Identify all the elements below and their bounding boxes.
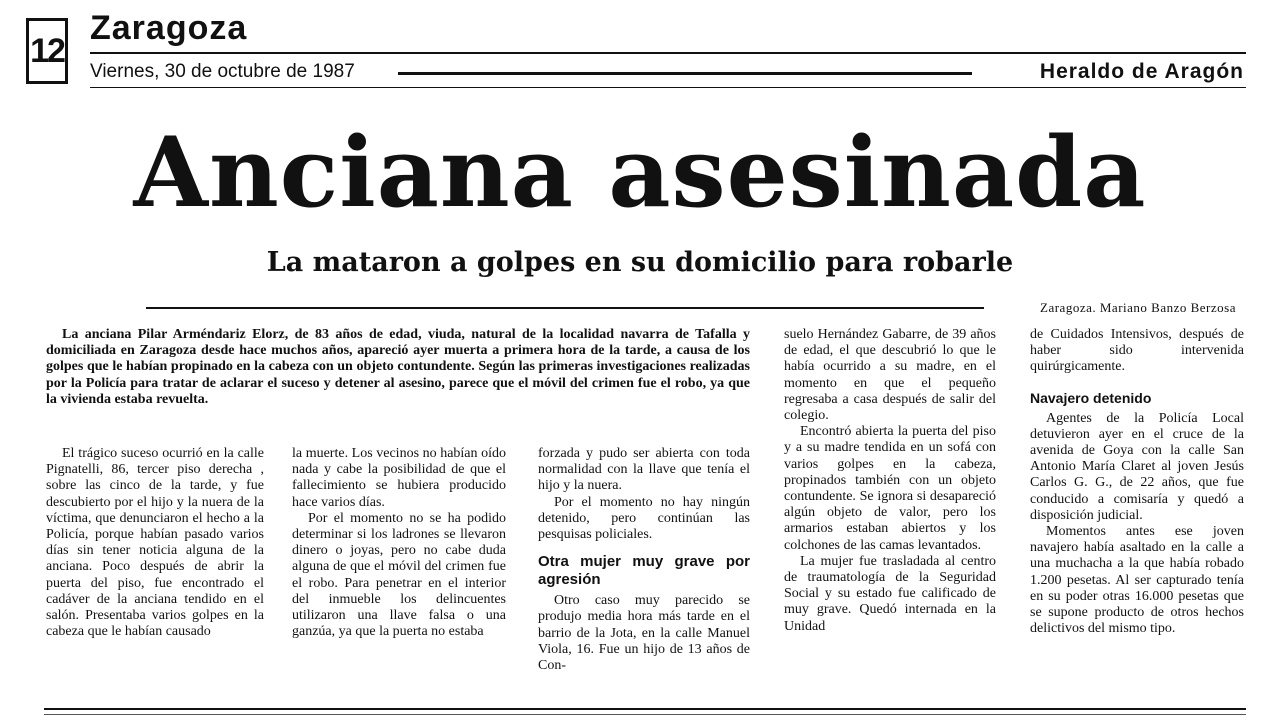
date-rule — [398, 72, 972, 75]
column-1 — [46, 446, 264, 640]
newspaper-name: Heraldo de Aragón — [1039, 60, 1244, 83]
paragraph: Por el momento no se ha podido determinar si los ladrones se llevaron dinero o joyas, pero no cabe duda alguna de que el móvil del crimen fue el robo. Para penetrar en el interior del inmueble los delincuentes utilizaron una llave falsa o una ganzúa, ya que la puerta no estaba — [292, 510, 506, 640]
page-bottom-rule — [44, 708, 1246, 710]
paragraph: Otro caso muy parecido se produjo media hora más tarde en el barrio de la Jota, en la calle Manuel Viola, 16. Fue un hijo de 13 años de Con- — [538, 593, 750, 674]
subheadline: La mataron a golpes en su domicilio para robarle — [266, 247, 1014, 278]
paragraph: suelo Hernández Gabarre, de 39 años de edad, el que descubrió lo que le había ocurrido a su madre, en el momento en que el pequeño regresaba a casa después de salir del colegio. — [784, 327, 996, 424]
paragraph: Agentes de la Policía Local detuvieron ayer en el cruce de la avenida de Goya con la calle San Antonio María Claret al joven Jesús Carlos G. G., de 22 años, que fue conducido a comisaría y quedó a disposición judicial. — [1030, 410, 1244, 523]
page-bottom-rule — [44, 714, 1246, 715]
lead-text: La anciana Pilar Arméndariz Elorz, de 83 años de edad, viuda, natural de la localidad navarra de Tafalla y domiciliada en Zaragoza desde hace muchos años, apareció ayer muerta a primera hora de la tarde, a causa de los golpes que le habían propinado en la cabeza con un objeto contundente. Según las primeras investigaciones realizadas por la Policía para tratar de aclarar el suceso y detener al asesino, parece que el móvil del crimen fue el robo, ya que la vivienda estaba revuelta. — [46, 327, 750, 407]
byline-rule — [146, 307, 984, 309]
column-2 — [292, 446, 506, 640]
section-subhead: Navajero detenido — [1030, 389, 1152, 406]
paragraph: El trágico suceso ocurrió en la calle Pignatelli, 86, tercer piso derecha , sobre las cinco de la tarde, y fue descubierto por el hijo y la nuera de la víctima, que denunciaron el hecho a la Policía, porque habían pasado varios días sin tener noticia alguna de la anciana. Poco después de abrir la puerta del piso, fue encontrado el cadáver de la anciana tendido en el salón. Presentaba varios golpes en la cabeza que le habían causado — [46, 446, 264, 640]
column-4 — [784, 327, 996, 635]
page-number: 12 — [26, 18, 68, 84]
column-5 — [1030, 327, 1244, 637]
paragraph: Por el momento no hay ningún detenido, pero continúan las pesquisas policiales. — [538, 494, 750, 543]
column-3 — [538, 446, 750, 674]
paragraph: forzada y pudo ser abierta con toda normalidad con la llave que tenía el hijo y la nuera. — [538, 446, 750, 494]
paragraph: Momentos antes ese joven navajero había asaltado en la calle a una muchacha a la que había robado 1.200 pesetas. Al ser capturado tenía en su poder otras 16.000 pesetas que se supone producto de otros hechos delictivos del mismo tipo. — [1030, 524, 1244, 637]
paragraph: de Cuidados Intensivos, después de haber sido intervenida quirúrgicamente. — [1030, 327, 1244, 375]
lead-paragraph — [46, 327, 750, 408]
paragraph: la muerte. Los vecinos no habían oído nada y cabe la posibilidad de que el fallecimiento se hubiera producido hace varios días. — [292, 446, 506, 510]
section-subhead: Otra mujer muy grave por agresión — [538, 553, 750, 589]
headline: Anciana asesinada — [133, 116, 1147, 229]
issue-date: Viernes, 30 de octubre de 1987 — [90, 61, 355, 82]
paragraph: La mujer fue trasladada al centro de traumatología de la Seguridad Social y su estado fue calificado de muy grave. Quedó internada en la Unidad — [784, 553, 996, 634]
paragraph: Encontró abierta la puerta del piso y a su madre tendida en un sofá con varios golpes en la cabeza, propinados también con un objeto contundente. Se ignora si desapareció algún objeto de valor, pero los armarios estaban abiertos y los colchones de las camas levantados. — [784, 424, 996, 553]
masthead-bottom-rule — [90, 87, 1246, 88]
section-title: Zaragoza — [90, 9, 248, 47]
byline: Zaragoza. Mariano Banzo Berzosa — [1040, 300, 1236, 315]
masthead-rule — [90, 52, 1246, 54]
